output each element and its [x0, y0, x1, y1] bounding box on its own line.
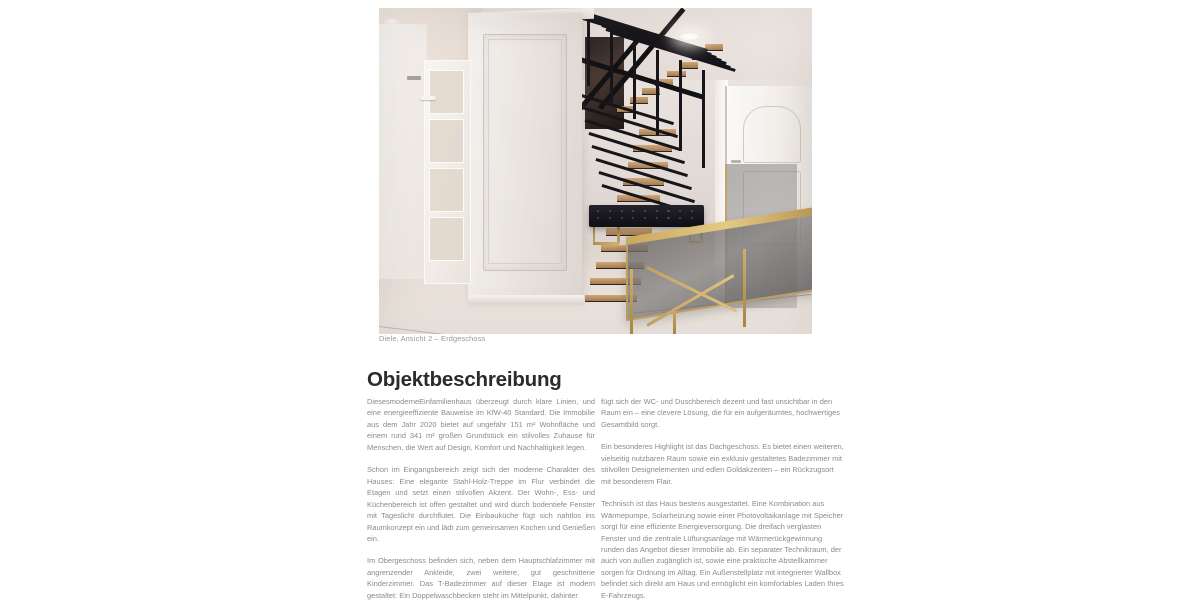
photo-hallway-scene: [379, 8, 812, 334]
photo-vignette: [379, 8, 812, 334]
description-column-right: [601, 396, 845, 612]
paragraph: Im Obergeschoss befinden sich, neben dem Hauptschlafzimmer mit angrenzender Ankleide, zwei weitere, gut geschnittene Kinderzimmer. Das T-Badezimmer auf dieser Etage ist modern gestaltet: Ein Doppelwaschbecken steht im Mittelpunkt, dahinter: [367, 556, 595, 600]
paragraph: Ein besonderes Highlight ist das Dachgeschoss. Es bietet einen weiteren, vielseitig nutzbaren Raum sowie ein exklusiv gestaltetes Badezimmer mit stilvollen Designelementen und edlen Goldakzenten – ein Rückzugsort mit besonderem Flair.: [601, 442, 844, 486]
paragraph: DiesesmoderneEinfamilienhaus überzeugt durch klare Linien, und eine energieeffiziente Bauweise im KfW-40 Standard. Die Immobilie aus dem Jahr 2020 bietet auf ungefähr 151 m² Wohnfläche und einem rund 341 m² großen Grundstück ein stilvolles Zuhause für Menschen, die Wert auf Design, Komfort und Nachhaltigkeit legen.: [367, 397, 595, 452]
photo-caption: Diele, Ansicht 2 – Erdgeschoss: [379, 334, 486, 343]
paragraph: Schon im Eingangsbereich zeigt sich der moderne Charakter des Hauses: Eine elegante Stahl-Holz-Treppe im Flur verbindet die Etagen und setzt einen stilvollen Akzent. Der Wohn-, Ess- und Küchenbereich ist offen gestaltet und wird durch bodentiefe Fenster mit Tageslicht durchflutet. Die Einbauküche fügt sich nahtlos ins Raumkonzept ein und lädt zum gemeinsamen Kochen und Genießen ein.: [367, 465, 595, 543]
property-photo: [379, 8, 812, 334]
description-column-left: [367, 396, 595, 612]
paragraph: fügt sich der WC- und Duschbereich dezent und fast unsichtbar in den Raum ein – eine clevere Lösung, die für ein aufgeräumtes, hochwertiges Gesamtbild sorgt.: [601, 397, 840, 429]
section-heading: Objektbeschreibung: [367, 368, 562, 391]
paragraph: Technisch ist das Haus bestens ausgestattet. Eine Kombination aus Wärmepumpe, Solarheizung sowie einer Photovoltaikanlage mit Speicher sorgt für eine effiziente Energieversorgung. Die dreifach verglasten Fenster und die zentrale Lüftungsanlage mit Wärmerückgewinnung runden das Angebot dieser Immobilie ab. Ein separater Technikraum, der auch von außen zugänglich ist, sowie eine praktische Abstellkammer sorgen für Ordnung im Alltag. Ein Außenstellplatz mit integrierter Wallbox befindet sich direkt am Haus und ermöglicht ein komfortables Laden Ihres E-Fahrzeugs.: [601, 499, 844, 600]
